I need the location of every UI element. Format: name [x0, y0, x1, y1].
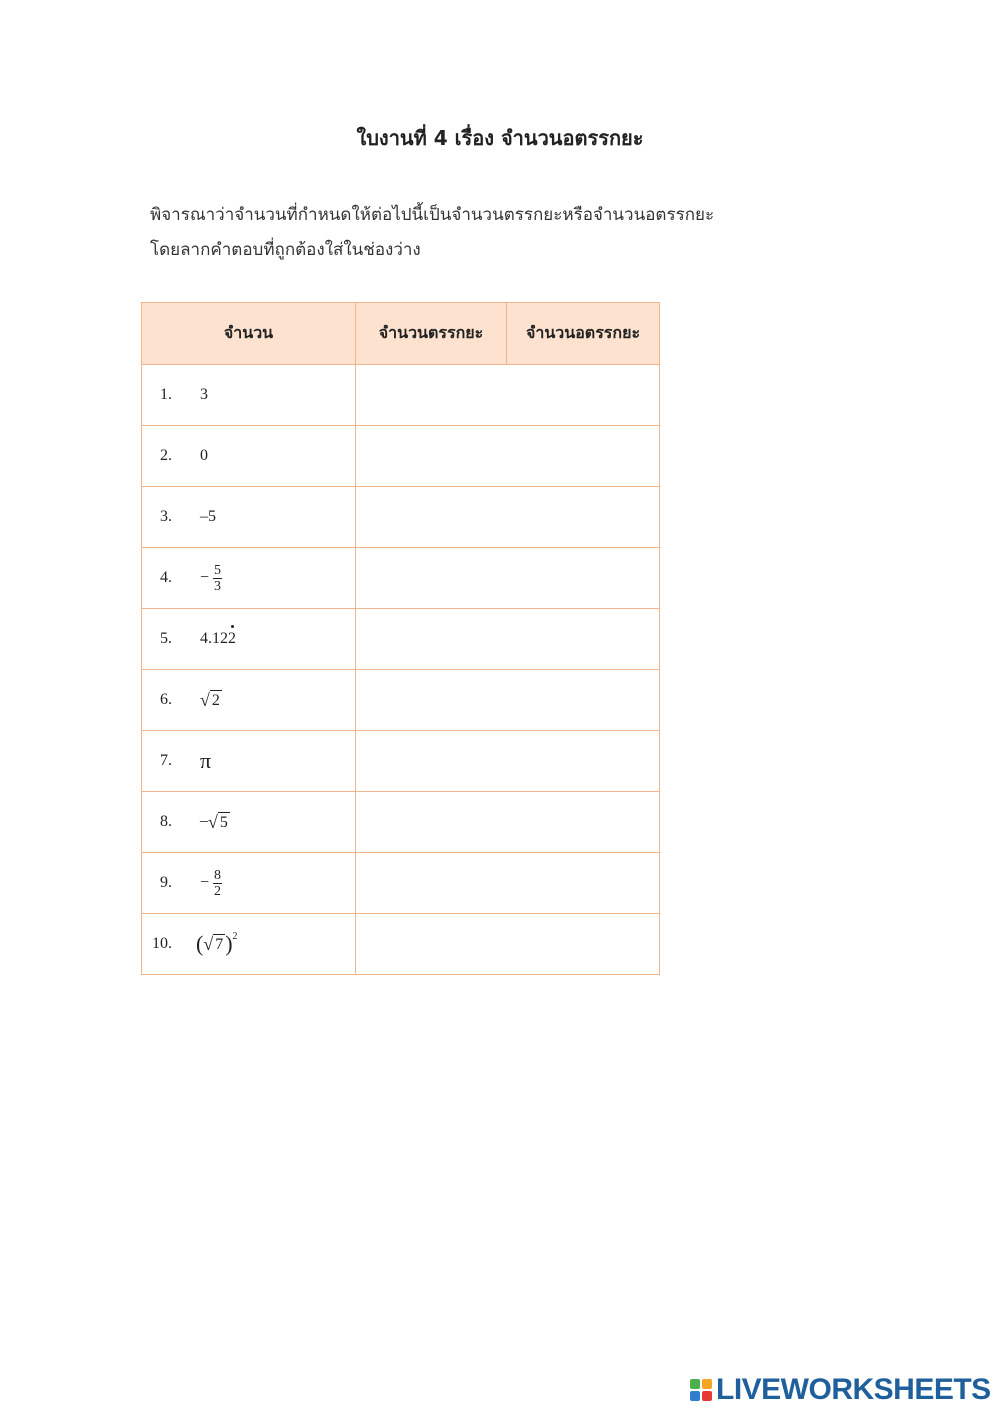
answer-drop-zone[interactable]	[356, 792, 660, 853]
answer-drop-zone[interactable]	[356, 731, 660, 792]
number-cell	[142, 365, 356, 426]
negative-root-expression	[200, 812, 230, 832]
number-cell	[142, 426, 356, 487]
answer-drop-zone[interactable]	[356, 365, 660, 426]
instruction-line-1: พิจารณาว่าจำนวนที่กำหนดให้ต่อไปนี้เป็นจำนวนตรรกยะหรือจำนวนอตรรกยะ	[150, 205, 715, 225]
number-value: 0	[200, 447, 208, 465]
row-index: 5.	[160, 629, 172, 647]
radical-sign: √	[203, 934, 214, 954]
logo-square	[702, 1379, 712, 1389]
repeating-digit: 2	[228, 630, 236, 648]
denominator: 3	[214, 578, 222, 594]
number-cell	[142, 914, 356, 975]
table-header-row	[142, 303, 660, 365]
open-paren: (	[196, 931, 204, 956]
close-paren: )	[225, 931, 233, 956]
instruction-line-2: โดยลากคำตอบที่ถูกต้องใส่ในช่องว่าง	[150, 240, 421, 260]
number-cell	[142, 670, 356, 731]
radicand: 2	[211, 692, 220, 709]
table-row	[142, 670, 660, 731]
logo-square	[690, 1391, 700, 1401]
fraction	[213, 563, 222, 594]
row-index: 7.	[160, 751, 172, 769]
row-index: 8.	[160, 812, 172, 830]
decimal-digits: 4.12	[200, 630, 228, 648]
numerator: 5	[214, 562, 222, 578]
header-irrational: จำนวนอตรรกยะ	[507, 303, 660, 365]
table-row	[142, 365, 660, 426]
table-row	[142, 731, 660, 792]
number-cell	[142, 792, 356, 853]
square-root	[200, 690, 222, 710]
answer-drop-zone[interactable]	[356, 487, 660, 548]
exponent: 2	[232, 931, 238, 942]
radical-sign: √	[208, 812, 218, 832]
number-cell	[142, 548, 356, 609]
answer-drop-zone[interactable]	[356, 670, 660, 731]
number-value: –5	[200, 508, 216, 526]
minus-sign: –	[200, 812, 208, 830]
pi-symbol: π	[200, 748, 212, 773]
number-value: 3	[200, 386, 208, 404]
numerator: 8	[214, 867, 222, 883]
number-cell	[142, 731, 356, 792]
answer-drop-zone[interactable]	[356, 548, 660, 609]
logo-text: LIVEWORKSHEETS	[716, 1373, 991, 1406]
radicand: 7	[215, 936, 224, 953]
answer-drop-zone[interactable]	[356, 914, 660, 975]
table-row	[142, 426, 660, 487]
fraction	[213, 868, 222, 899]
square-root	[203, 934, 225, 954]
row-index: 6.	[160, 690, 172, 708]
header-number: จำนวน	[142, 303, 356, 365]
number-cell	[142, 609, 356, 670]
table-row	[142, 792, 660, 853]
squared-root-expression	[196, 931, 238, 957]
table-row	[142, 853, 660, 914]
answer-table	[141, 302, 660, 975]
repeating-decimal	[200, 630, 236, 648]
minus-sign: −	[200, 568, 210, 586]
row-index: 4.	[160, 568, 172, 586]
table-row	[142, 548, 660, 609]
header-rational: จำนวนตรรกยะ	[356, 303, 507, 365]
row-index: 3.	[160, 507, 172, 525]
fraction-expression	[200, 563, 222, 594]
number-cell	[142, 853, 356, 914]
number-cell	[142, 487, 356, 548]
radical-sign: √	[200, 690, 210, 710]
answer-drop-zone[interactable]	[356, 853, 660, 914]
row-index: 2.	[160, 446, 172, 464]
fraction-expression	[200, 868, 222, 899]
logo-grid-icon	[690, 1379, 712, 1401]
answer-drop-zone[interactable]	[356, 426, 660, 487]
row-index: 9.	[160, 873, 172, 891]
row-index: 10.	[152, 934, 172, 952]
answer-drop-zone[interactable]	[356, 609, 660, 670]
liveworksheets-logo	[690, 1373, 991, 1407]
logo-square	[702, 1391, 712, 1401]
row-index: 1.	[160, 385, 172, 403]
minus-sign: −	[200, 873, 210, 891]
denominator: 2	[214, 883, 222, 899]
logo-square	[690, 1379, 700, 1389]
table-row	[142, 487, 660, 548]
square-root	[208, 812, 230, 832]
worksheet-title: ใบงานที่ 4 เรื่อง จำนวนอตรรกยะ	[356, 126, 644, 150]
table-row	[142, 914, 660, 975]
table-row	[142, 609, 660, 670]
radicand: 5	[219, 814, 228, 831]
